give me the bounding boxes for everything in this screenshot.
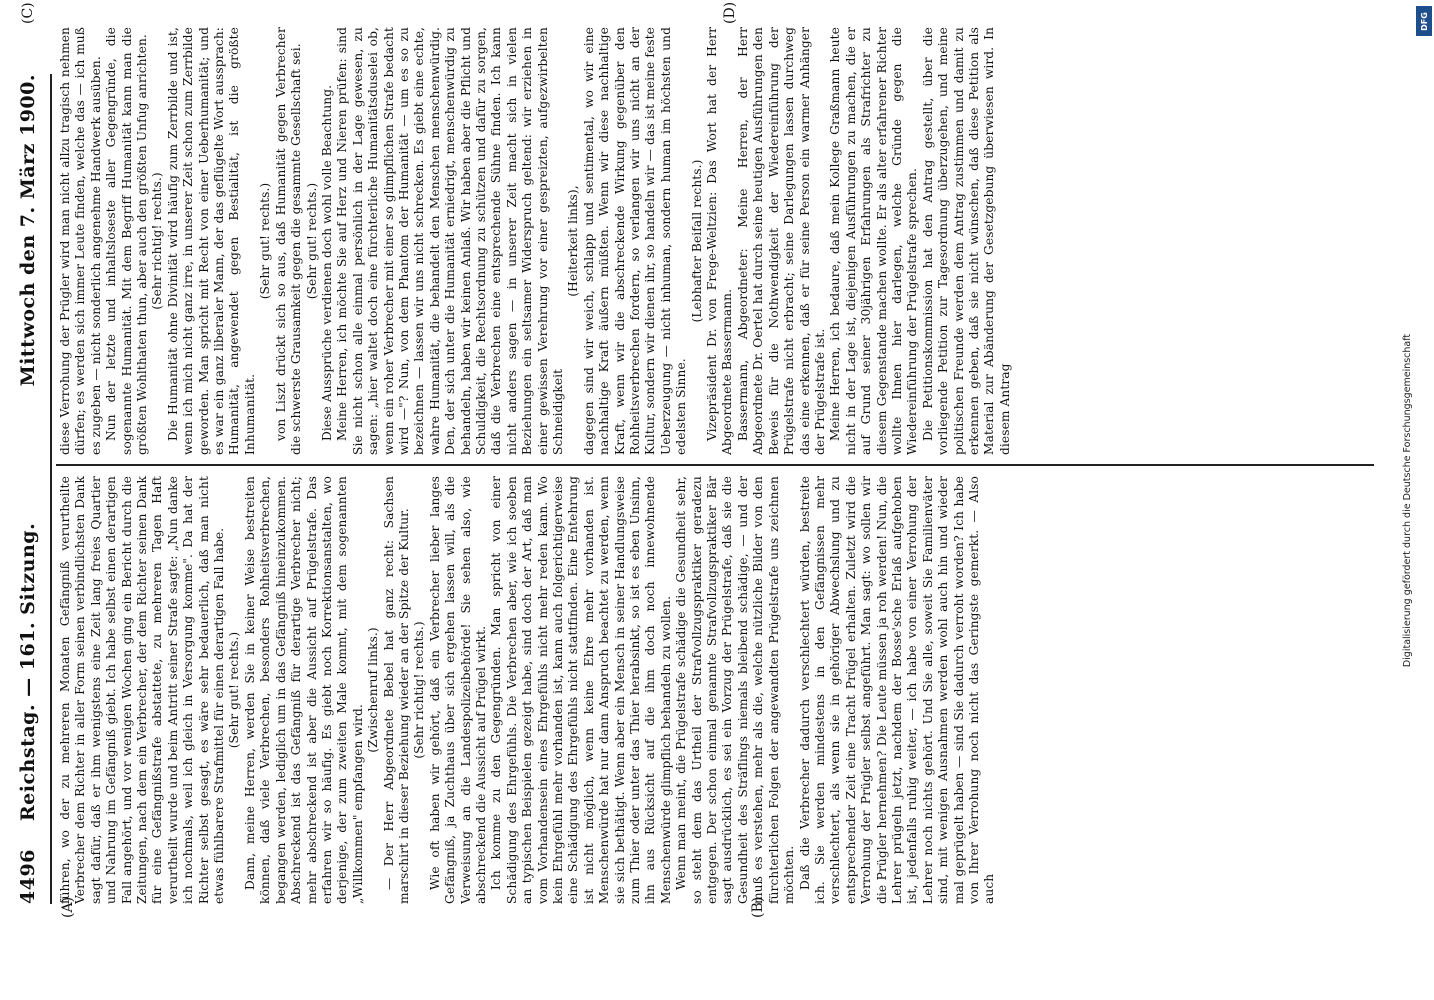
margin-mark-d: (D) <box>722 1 738 24</box>
header-rule <box>50 74 52 904</box>
paragraph: Meine Herren, ich möchte Sie auf Herz und Nieren prüfen: sind Sie nicht schon alle einmal persönlich in der Lage gewesen, zu sagen: „hier waltet doch eine fürchterliche Humanitätsduselei ob, wenn ein roher Verbrecher mit einer so glimpflichen Strafe bedacht wird —"? Nun, von dem Phantom der Humanität — um es so zu bezeichnen — lassen wir uns nicht schrecken. Es giebt eine echte, wahre Humanität, die behandelt den Menschen menschenwürdig. Den, der sich unter die Humanität erniedrigt, menschenwürdig zu behandeln, haben wir keinen Anlaß. Wir haben aber die Pflicht und Schuldigkeit, die Rechtsordnung zu schützen und dafür zu sorgen, daß die Verbrechen eine entsprechende Sühne finden. Ich kann nicht anders sagen — in unserer Zeit macht sich in vielen Beziehungen ein seltsamer Widerspruch geltend: wir erziehen in einer gewissen Verehrung vor einer gespreizten, aufgezwirbelten Schneidigkeit <box>335 27 565 455</box>
funding-note <box>1398 10 1418 990</box>
left-column <box>58 476 1376 904</box>
margin-mark-a: (A) <box>60 896 76 918</box>
interjection: (Sehr gut! rechts.) <box>258 182 273 300</box>
speaker-paragraph: Vizepräsident Dr. von Frege-Weltzien: Das Wort hat der Herr Abgeordnete Bassermann. <box>705 27 735 455</box>
paragraph: Die Humanität ohne Divinität wird häufig zum Zerrbilde und ist, wenn ich mich nicht ganz irre, in unserer Zeit schon zum Zerrbilde geworden. Man spricht mit Recht von einer Ueberhumanität; und es war ein ganz liberaler Mann, der das geflügelte Wort aussprach: Humanität, angewendet gegen Bestialität, ist die größte Inhumanität. <box>165 27 257 455</box>
paragraph: Ich komme zu den Gegengründen. Man spricht von einer Schädigung des Ehrgefühls. Die Verbrechen aber, wie ich soeben an typischen Beispielen gezeigt habe, sind doch der Art, daß man vom Vorhandensein eines Ehrgefühls nicht mehr reden kann. Wo kein Ehrgefühl mehr vorhanden ist, kann auch folgerichtigerweise eine Schädigung des Ehrgefühls nicht stattfinden. Eine Entehrung ist nicht möglich, wenn keine Ehre mehr vorhanden ist. Menschenwürde hat nur dann Anspruch beachtet zu werden, wenn sie sich bethätigt. Wenn aber ein Mensch in seiner Handlungsweise zum Thier oder unter das Thier herabsinkt, so ist es eben Unsinn, ihn aus Rücksicht auf die ihm doch noch innewohnende Menschenwürde glimpflich behandeln zu wollen. <box>489 476 673 904</box>
running-head-left <box>17 523 39 904</box>
column-divider <box>56 464 1374 466</box>
paragraph: Wenn man meint, die Prügelstrafe schädige die Gesundheit sehr, so steht dem das Urtheil der Strafvollzugspraktiker geradezu entgegen. Der schon einmal genannte Strafvollzugspraktiker Bär sagt ausdrücklich, es sei ein Vorzug der Prügelstrafe, daß sie die Gesundheit des Sträflings niemals bleibend schädige, — und der muß es verstehen, mehr als die, welche nützliche Bilder von den fürchterlichen Folgen der angewandten Prügelstrafe uns zeichnen möchten. <box>674 476 797 904</box>
interjection: (Sehr richtig! rechts.) <box>412 621 427 759</box>
interjection: (Sehr richtig! rechts.) <box>150 172 165 310</box>
interjection: (Heiterkeit links), <box>566 185 581 297</box>
paragraph: Meine Herren, ich bedaure, daß mein Kollege Graßmann heute nicht in der Lage ist, diejenigen Ausführungen zu machen, die er auf Grund seiner 30jährigen Erfahrungen als Strafrichter zu diesem Gegenstande machen wollte. Er als alter erfahrener Richter wollte Ihnen hier darlegen, welche Gründe gegen die Wiedereinführung der Prügelstrafe sprechen. <box>828 27 920 455</box>
paragraph: Nun der letzte und inhaltsloseste aller Gegengründe, die sogenannte Humanität. Mit dem Begriff Humanität kann man die größten Wohlthaten thun, aber auch den größten Unfug anrichten. <box>104 27 150 455</box>
funding-note-text: Digitalisierung gefördert durch die Deutsche Forschungsgemeinschaft <box>1402 333 1414 667</box>
margin-mark-c: (C) <box>20 2 36 24</box>
interjection: (Zwischenruf links.) <box>366 627 381 753</box>
speaker-paragraph: Bassermann, Abgeordneter: Meine Herren, der Herr Abgeordnete Dr. Oertel hat durch seine heutigen Ausführungen den Beweis für die Nothwendigkeit der Wiedereinführung der Prügelstrafe nicht erbracht; seine Darlegungen lassen durchweg das eine erkennen, daß er für seine Person ein warmer Anhänger der Prügelstrafe ist. <box>735 27 827 455</box>
paragraph: Dann, meine Herren, werden Sie in keiner Weise bestreiten können, daß viele Verbrechen, besonders Rohheitsverbrechen, begangen werden, lediglich um in das Gefängniß hineinzukommen. Abschreckend ist das Gefängniß für derartige Verbrecher nicht; mehr abschreckend ist aber die Aussicht auf Prügelstrafe. Das erfahren wir so häufig. Es giebt noch Korrektionsanstalten, wo derjenige, der zum zweiten Male kommt, mit dem sogenannten „Willkommen" empfangen wird. <box>242 476 365 904</box>
paragraph: Wie oft haben wir gehört, daß ein Verbrecher lieber langes Gefängniß, ja Zuchthaus über sich ergehen lassen will, als die Verweisung an die Landespolizeibehörde! Sie sehen also, wie abschreckend die Aussicht auf Prügel wirkt. <box>427 476 488 904</box>
paragraph: Die Petitionskommission hat den Antrag gestellt, über die vorliegende Petition zur Tagesordnung überzugehen, und meine politischen Freunde werden dem Antrag zustimmen und damit zu erkennen geben, daß sie nicht wünschen, daß diese Petition als Material zur Abänderung der Gesetzgebung überwiesen wird. In diesem Antrag <box>920 27 1012 455</box>
session-title: Reichstag. — 161. Sitzung. <box>17 522 39 822</box>
interjection: (Sehr gut! rechts.) <box>227 631 242 749</box>
session-date: Mittwoch den 7. März 1900. <box>17 74 39 387</box>
interjection: (Lebhafter Beifall rechts.) <box>689 159 704 323</box>
page-number: 4496 <box>17 849 39 904</box>
paragraph: — Der Herr Abgeordnete Bebel hat ganz recht: Sachsen marschirt in dieser Beziehung wieder an der Spitze der Kultur. <box>381 476 411 904</box>
interjection: (Sehr gut! rechts.) <box>304 182 319 300</box>
paragraph: Diese Aussprüche verdienen doch wohl volle Beachtung. <box>319 84 334 441</box>
dfg-logo <box>1416 6 1432 36</box>
paragraph: führen, wo der zu mehreren Monaten Gefängniß verurtheilte Verbrecher dem Richter in aller Form seinen verbindlichsten Dank sagt dafür, daß er ihm wenigstens eine Zeit lang freies Quartier und Nahrung im Gefängniß giebt. Ich habe selbst einen derartigen Fall angehört, und vor wenigen Wochen ging ein Bericht durch die Zeitungen, nach dem ein Verbrecher, der dem Richter seinen Dank für eine Gefängnißstrafe abstattete, zu mehreren Tagen Haft verurtheilt wurde und beim Antritt seiner Strafe sagte: „Nun danke ich nochmals, weil ich gleich in Versorgung komme". Da hat der Richter selbst gesagt, es wäre sehr bedauerlich, daß man nicht etwas fühlbarere Strafmittel für einen derartigen Fall habe. <box>58 476 227 904</box>
right-column <box>58 27 1376 455</box>
paragraph: von Liszt drückt sich so aus, daß Humanität gegen Verbrecher die schwerste Grausamkeit gegen die gesammte Gesellschaft sei. <box>273 27 304 455</box>
paragraph: Daß die Verbrecher dadurch verschlechtert würden, bestreite ich. Sie werden mindestens in den Gefängnissen mehr verschlechtert, als wenn sie in gehöriger Abwechslung und zu entsprechender Zeit eine Tracht Prügel erhalten. Zuletzt wird die Verrohung der Prügler selbst angeführt. Man sagt: wo sollen wir die Prügler hernehmen? Die Leute müssen ja roh werden! Nun, die Lehrer prügeln jetzt, nachdem der Bosse'sche Erlaß aufgehoben ist, jedenfalls ruhig weiter, — ich habe von einer Verrohung der Lehrer noch nichts gehört. Und Sie alle, soweit Sie Familienväter sind, mit wenigen Ausnahmen werden wohl auch hin und wieder mal geprügelt haben — sind Sie dadurch verroht worden? Ich habe von Ihrer Verrohung noch nicht das Geringste gemerkt. — Also auch <box>797 476 997 904</box>
running-head <box>6 74 50 904</box>
paragraph: diese Verrohung der Prügler wird man nicht allzu tragisch nehmen dürfen; es werden sich immer Leute finden, welche das — ich muß es zugeben — nicht sonderlich angenehme Handwerk ausüben. <box>58 27 103 455</box>
dfg-logo-text: DFG <box>1419 11 1429 31</box>
paragraph: dagegen sind wir weich, schlapp und sentimental, wo wir eine nachhaltige Kraft äußern müßten. Wenn wir diese nachhaltige Kraft, wenn wir die abschreckende Wirkung gegenüber den Rohheitsverbrechen fordern, so verlangen wir uns nicht an der Kultur, sondern wir dienen ihr, so handeln wir — das ist meine feste Ueberzeugung — nicht inhuman, sondern human im höchsten und edelsten Sinne. <box>581 27 689 455</box>
margin-mark-b: (B) <box>750 896 766 918</box>
